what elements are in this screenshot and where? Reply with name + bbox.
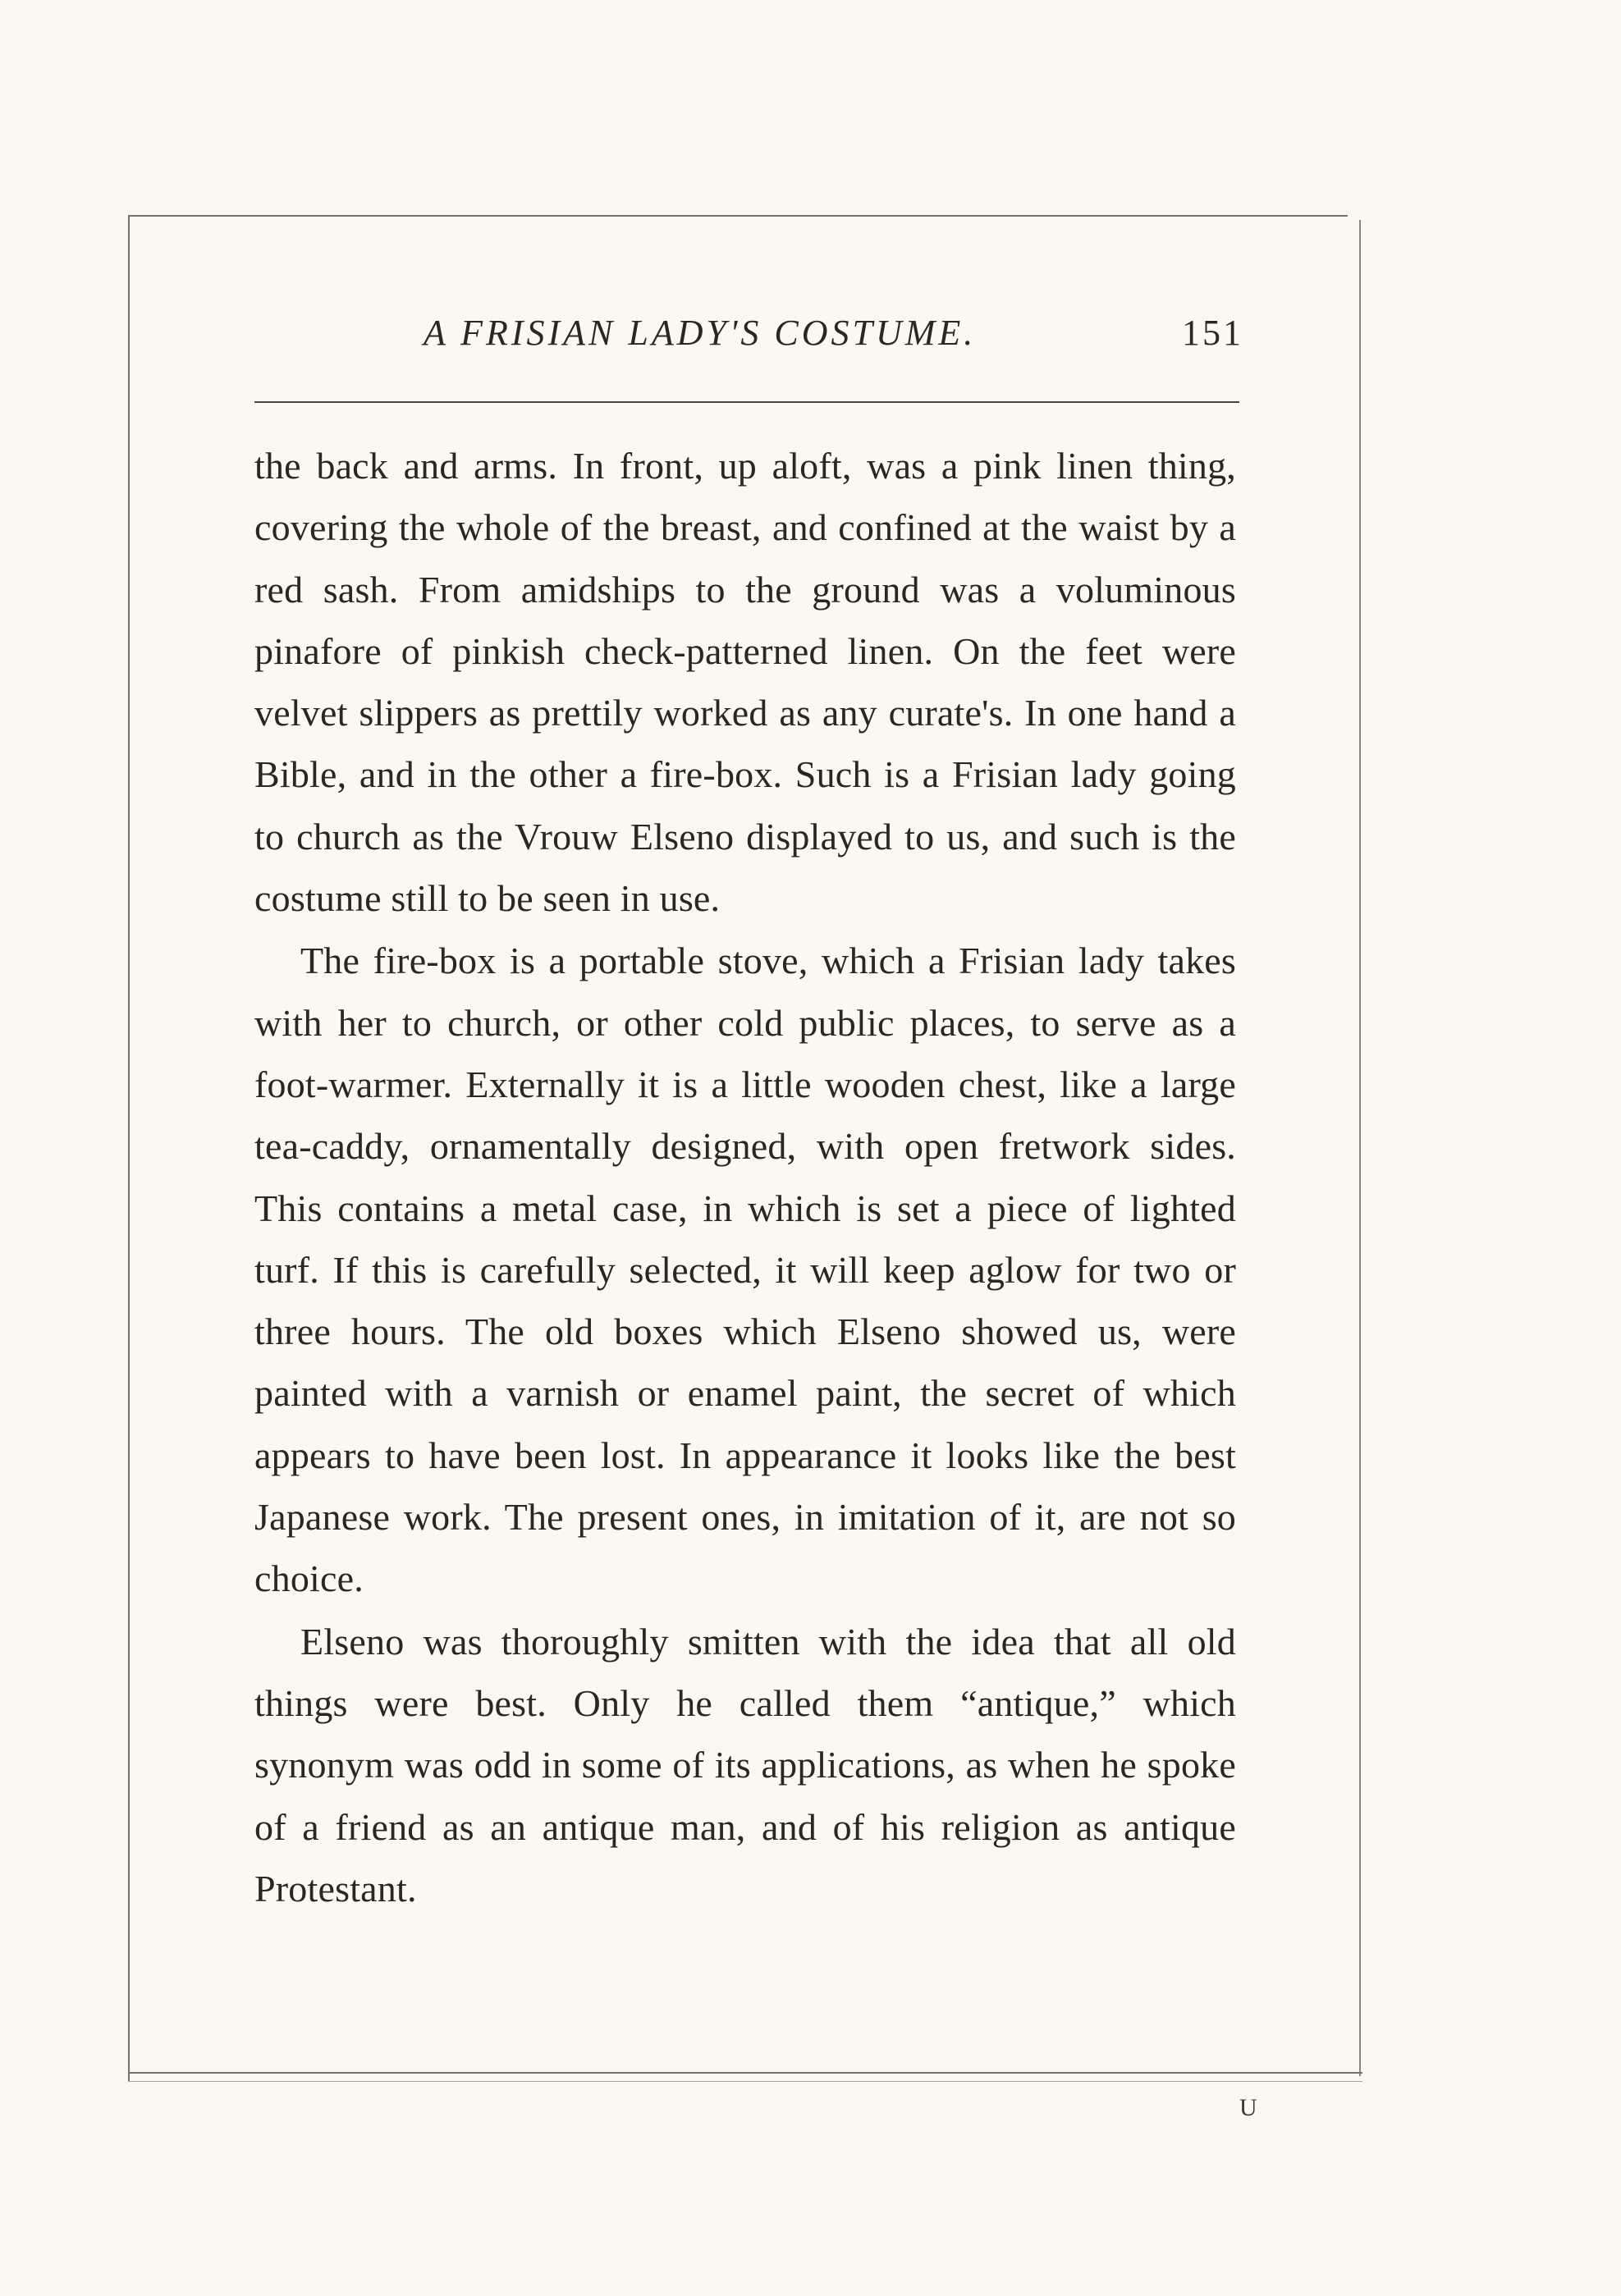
page-header (254, 312, 1243, 369)
running-title: A FRISIAN LADY'S COSTUME. (424, 313, 977, 353)
paragraph-1: the back and arms. In front, up aloft, was a pink linen thing, covering the whole of the breast, and confined at the waist by a red sash. From amidships to the ground was a voluminous pinafore of pinkish check-patterned linen. On the feet were velvet slippers as prettily worked as any curate's. In one hand a Bible, and in the other a fire-box. Such is a Frisian lady going to church as the Vrouw Elseno displayed to us, and such is the costume still to be seen in use. (254, 445, 1236, 920)
paragraph-2: The fire-box is a portable stove, which a Frisian lady takes with her to church, or other cold public places, to serve as a foot-warmer. Externally it is a little wooden chest, like a large tea-caddy, ornamentally designed, with open fretwork sides. This contains a metal case, in which is set a piece of lighted turf. If this is carefully selected, it will keep aglow for two or three hours. The old boxes which Elseno showed us, were painted with a varnish or enamel paint, the secret of which appears to have been lost. In appearance it looks like the best Japanese work. The present ones, in imitation of it, are not so choice. (254, 940, 1236, 1600)
signature-mark: U (1239, 2094, 1257, 2121)
page-frame-bottom-rule-secondary (128, 2081, 1362, 2082)
body-text (254, 435, 1236, 1919)
page-frame-right-rule (1359, 220, 1361, 2076)
page-frame-left-rule (128, 215, 130, 2081)
page-frame-top-rule (128, 215, 1348, 217)
paragraph-3: Elseno was thoroughly smitten with the idea that all old things were best. Only he called them “antique,” which synonym was odd in some of its applications, as when he spoke of a friend as an antique man, and of his religion as antique Protestant. (254, 1620, 1236, 1910)
header-rule (254, 401, 1239, 403)
page-frame-bottom-rule (128, 2072, 1362, 2074)
page-number: 151 (1182, 313, 1243, 353)
